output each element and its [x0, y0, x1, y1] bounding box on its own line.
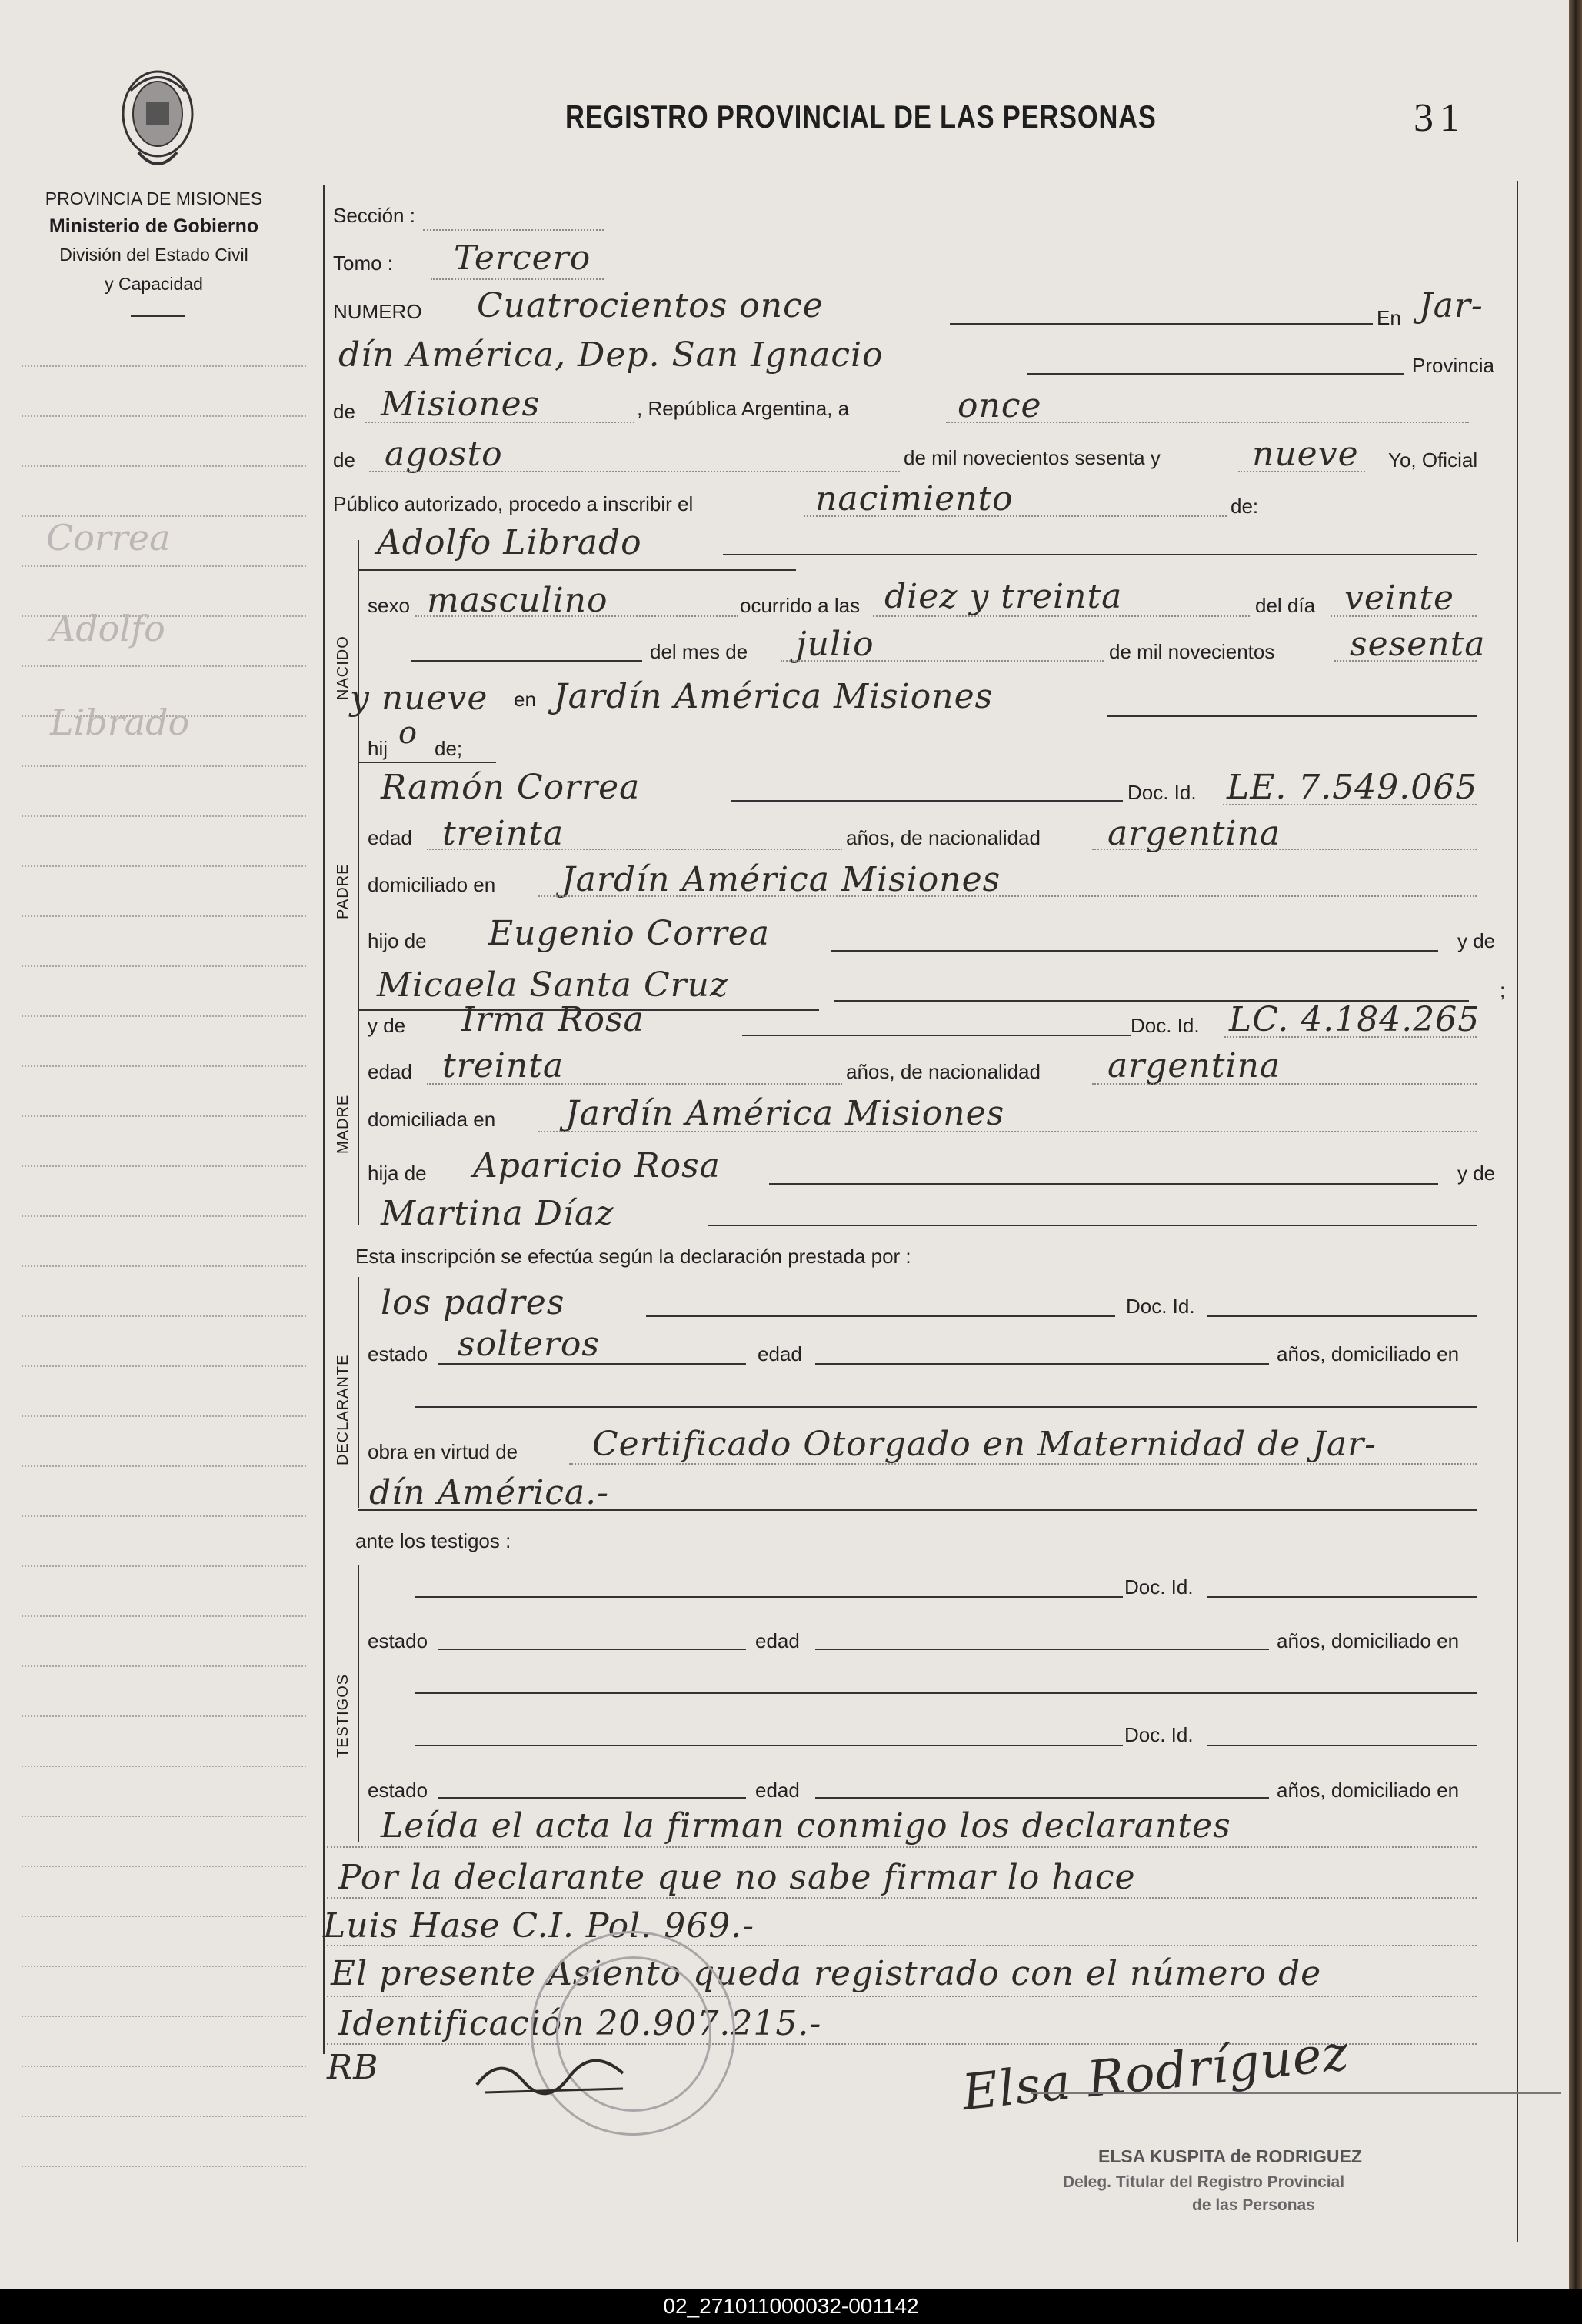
estado-decl-value: solteros — [458, 1325, 600, 1364]
rb-mark: RB — [327, 2048, 379, 2087]
tomo-value: Tercero — [454, 238, 591, 278]
observation-line-5: Identificación 20.907.215.- — [338, 2004, 822, 2043]
obra-value-2: dín América.- — [369, 1473, 609, 1512]
side-label-madre: MADRE — [335, 1094, 351, 1154]
madre-anos-nac-label: años, de nacionalidad — [846, 1060, 1041, 1083]
madre-y-de-label: y de — [368, 1014, 406, 1037]
padre-domicilio-label: domiciliado en — [368, 873, 496, 896]
official-printed-name: ELSA KUSPITA de RODRIGUEZ — [1098, 2146, 1362, 2166]
madre-domicilio-value: Jardín América Misiones — [565, 1094, 1005, 1133]
testigo1-anos-dom-label: años, domiciliado en — [1277, 1629, 1460, 1652]
madre-madre-value: Martina Díaz — [381, 1194, 614, 1233]
testigo2-estado-label: estado — [368, 1779, 428, 1802]
observation-line-4: El presente Asiento queda registrado con el número de — [331, 1954, 1322, 1993]
side-label-padre: PADRE — [335, 863, 351, 919]
dia-nac-value: veinte — [1344, 578, 1455, 618]
margin-note-name-2: Librado — [50, 702, 190, 743]
testigo1-doc-label: Doc. Id. — [1124, 1575, 1194, 1599]
madre-edad-value: treinta — [442, 1046, 565, 1085]
testigo2-anos-dom-label: años, domiciliado en — [1277, 1779, 1460, 1802]
seccion-label: Sección : — [333, 204, 415, 227]
margin-note-name-1: Adolfo — [50, 608, 165, 649]
ocurrido-label: ocurrido a las — [740, 594, 861, 617]
hora-value: diez y treinta — [884, 577, 1123, 616]
official-printed-title-1: Deleg. Titular del Registro Provincial — [1063, 2173, 1345, 2191]
mil-novecientos-label: de mil novecientos sesenta y — [904, 446, 1161, 469]
padre-nac-value: argentina — [1107, 814, 1281, 853]
observation-line-3: Luis Hase C.I. Pol. 969.- — [323, 1906, 755, 1946]
declarante-anos-dom-label: años, domiciliado en — [1277, 1342, 1460, 1365]
padre-madre-value: Micaela Santa Cruz — [377, 965, 729, 1005]
de-colon-label: de: — [1231, 495, 1259, 518]
mil-nov2-label: de mil novecientos — [1109, 640, 1275, 663]
lugar-nac-value: Jardín América Misiones — [554, 677, 994, 716]
dia-acta-value: once — [958, 386, 1042, 425]
side-label-nacido: NACIDO — [335, 635, 351, 700]
observation-line-1: Leída el acta la firman conmigo los declarantes — [381, 1806, 1231, 1846]
margin-note-surname: Correa — [46, 517, 171, 558]
del-mes-label: del mes de — [650, 640, 748, 663]
madre-padre-value: Aparicio Rosa — [473, 1146, 721, 1185]
declarante-edad-label: edad — [758, 1342, 802, 1365]
en-label: En — [1377, 306, 1401, 329]
madre-nombre-value: Irma Rosa — [461, 1000, 644, 1039]
nombre-value: Adolfo Librado — [377, 523, 642, 562]
testigo2-doc-label: Doc. Id. — [1124, 1723, 1194, 1746]
acto-value: nacimiento — [815, 479, 1014, 518]
hijo-o-value: o — [398, 715, 418, 751]
side-label-declarante: DECLARANTE — [335, 1354, 351, 1465]
localidad-value: dín América, Dep. San Ignacio — [338, 335, 884, 375]
declarante-value: los padres — [381, 1283, 565, 1322]
anio-acta-value: nueve — [1252, 435, 1359, 474]
observation-line-2: Por la declarante que no sabe firmar lo hace — [338, 1858, 1136, 1897]
declarante-doc-label: Doc. Id. — [1126, 1295, 1195, 1318]
provincia-value: Misiones — [381, 385, 541, 424]
madre-hija-de-label: hija de — [368, 1162, 427, 1185]
yo-oficial-label: Yo, Oficial — [1388, 448, 1478, 472]
en-value-start: Jar- — [1419, 286, 1484, 325]
declarante-estado-label: estado — [368, 1342, 428, 1365]
padre-edad-value: treinta — [442, 814, 565, 853]
esta-inscripcion-label: Esta inscripción se efectúa según la declaración prestada por : — [355, 1245, 911, 1268]
witness-signature-icon — [469, 2046, 646, 2108]
ante-testigos-label: ante los testigos : — [355, 1529, 511, 1552]
semicolon-label: ; — [1500, 979, 1506, 1002]
provincia-label: Provincia — [1412, 354, 1494, 377]
de2-label: de — [333, 448, 355, 472]
office-line-2: Ministerio de Gobierno — [48, 215, 259, 237]
testigo1-estado-label: estado — [368, 1629, 428, 1652]
obra-value-1: Certificado Otorgado en Maternidad de Jar- — [592, 1425, 1377, 1464]
publico-label: Público autorizado, procedo a inscribir el — [333, 492, 694, 515]
page-number: 31 — [1414, 96, 1466, 140]
sexo-label: sexo — [368, 594, 410, 617]
official-printed-title-2: de las Personas — [1192, 2196, 1315, 2214]
madre-domicilio-label: domiciliada en — [368, 1108, 496, 1131]
mes-nac-value: julio — [796, 625, 874, 664]
page-title: REGISTRO PROVINCIAL DE LAS PERSONAS — [565, 98, 1157, 135]
book-spine — [1569, 0, 1582, 2289]
padre-hijo-de-label: hijo de — [368, 929, 427, 952]
padre-edad-label: edad — [368, 826, 412, 849]
side-label-testigos: TESTIGOS — [335, 1673, 351, 1758]
en2-label: en — [514, 688, 536, 711]
padre-domicilio-value: Jardín América Misiones — [561, 860, 1001, 899]
padre-y-de-label: y de — [1457, 929, 1496, 952]
madre-nac-value: argentina — [1107, 1046, 1281, 1085]
coat-of-arms-icon — [108, 68, 208, 183]
hij-label: hij — [368, 737, 388, 760]
anio-nac-value-1: sesenta — [1350, 625, 1486, 664]
republica-label: , República Argentina, a — [637, 397, 850, 420]
anio-nac-value-2: y nueve — [350, 679, 488, 718]
numero-value: Cuatrocientos once — [477, 286, 824, 325]
padre-doc-value: LE. 7.549.065 — [1227, 768, 1478, 807]
padre-padre-value: Eugenio Correa — [488, 914, 771, 953]
official-signature: Elsa Rodríguez — [959, 2024, 1352, 2122]
madre-doc-label: Doc. Id. — [1131, 1014, 1200, 1037]
mes-acta-value: agosto — [385, 435, 503, 474]
numero-label: NUMERO — [333, 300, 422, 323]
de-semi-label: de; — [435, 737, 463, 760]
obra-virtud-label: obra en virtud de — [368, 1440, 518, 1463]
office-line-4: y Capacidad — [105, 274, 203, 294]
office-line-3: División del Estado Civil — [59, 245, 248, 265]
padre-anos-nac-label: años, de nacionalidad — [846, 826, 1041, 849]
footer-id: 02_271011000032-001142 — [663, 2294, 919, 2318]
madre-y-de-label: y de — [1457, 1162, 1496, 1185]
testigo1-edad-label: edad — [755, 1629, 800, 1652]
madre-doc-value: LC. 4.184.265 — [1229, 1000, 1480, 1039]
padre-nombre-value: Ramón Correa — [381, 768, 641, 807]
del-dia-label: del día — [1255, 594, 1316, 617]
de-label: de — [333, 400, 355, 423]
office-line-1: PROVINCIA DE MISIONES — [45, 188, 263, 208]
testigo2-edad-label: edad — [755, 1779, 800, 1802]
tomo-label: Tomo : — [333, 252, 394, 275]
sexo-value: masculino — [427, 581, 608, 620]
madre-edad-label: edad — [368, 1060, 412, 1083]
padre-doc-label: Doc. Id. — [1127, 781, 1197, 804]
